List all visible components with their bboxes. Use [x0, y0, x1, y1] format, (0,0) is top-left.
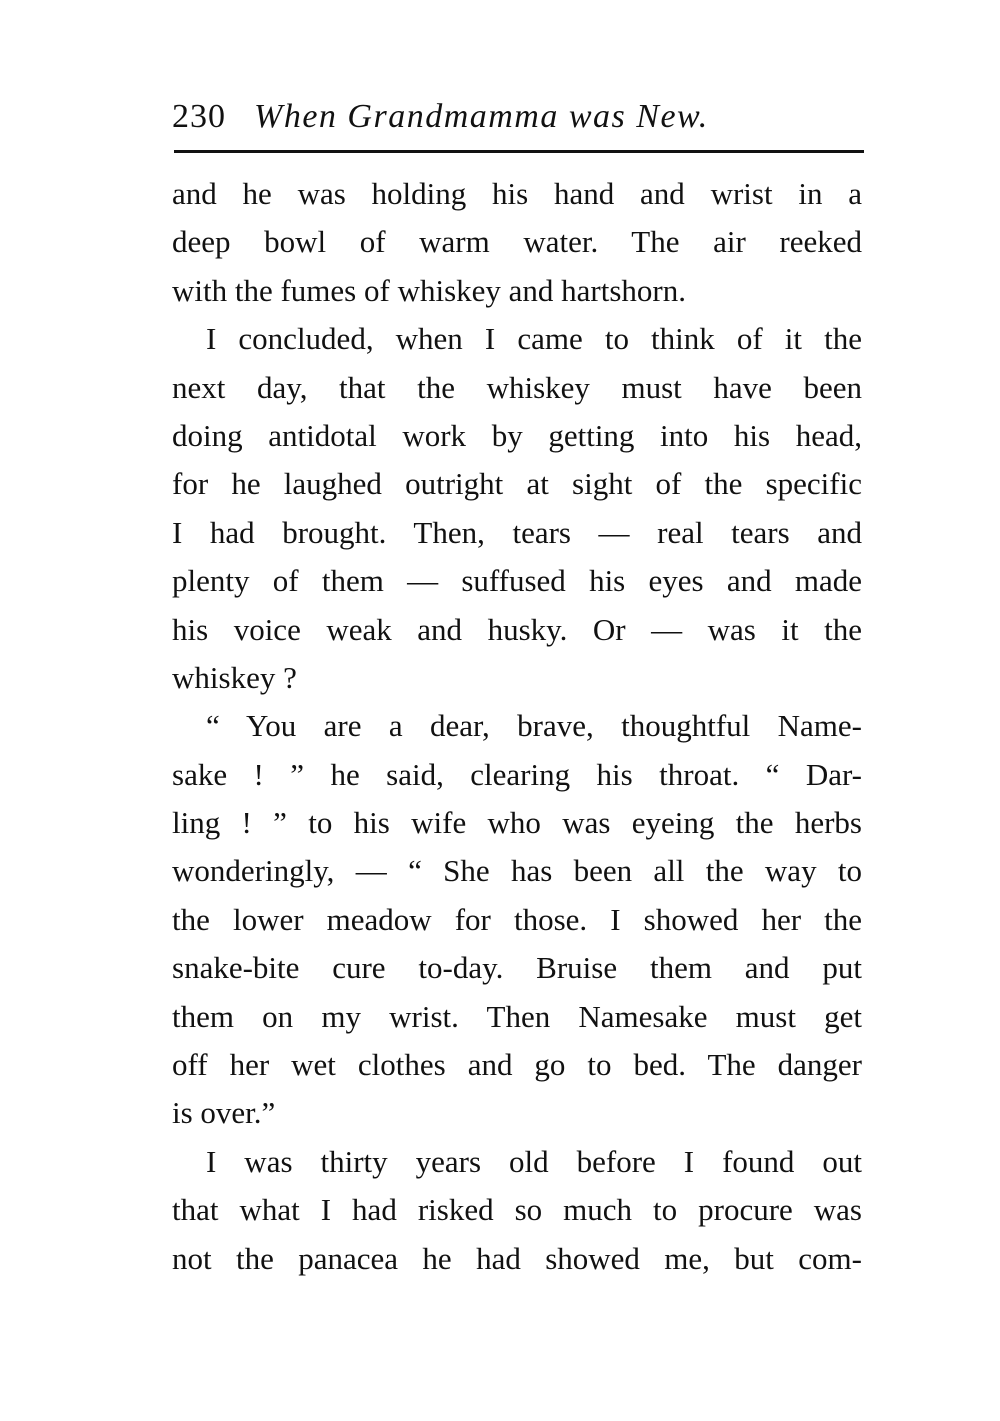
page-number: 230 [172, 98, 226, 135]
text-line: off her wet clothes and go to bed. The danger [172, 1047, 862, 1083]
text-line: ling ! ” to his wife who was eyeing the herbs [172, 805, 862, 841]
text-line: them on my wrist. Then Namesake must get [172, 998, 862, 1034]
text-line: not the panacea he had showed me, but com- [172, 1240, 862, 1276]
text-line: I was thirty years old before I found out [206, 1143, 862, 1179]
text-line: I concluded, when I came to think of it the [206, 321, 862, 357]
text-line: whiskey ? [172, 659, 297, 695]
text-line: and he was holding his hand and wrist in a [172, 176, 862, 211]
running-head [172, 92, 862, 142]
running-title: When Grandmamma was New. [254, 98, 709, 135]
text-line: wonderingly, — “ She has been all the way to [172, 853, 862, 889]
text-line: next day, that the whiskey must have been [172, 369, 862, 405]
text-line: doing antidotal work by getting into his head, [172, 417, 862, 453]
text-line: the lower meadow for those. I showed her the [172, 901, 862, 937]
body-text [172, 170, 862, 1283]
header-rule [174, 150, 864, 153]
text-line: that what I had risked so much to procure was [172, 1192, 862, 1228]
text-line: plenty of them — suffused his eyes and made [172, 563, 862, 599]
text-line: his voice weak and husky. Or — was it the [172, 611, 862, 647]
text-line: snake-bite cure to-day. Bruise them and put [172, 950, 862, 986]
text-line: is over.” [172, 1095, 276, 1131]
text-line: I had brought. Then, tears — real tears and [172, 514, 862, 550]
text-line: deep bowl of warm water. The air reeked [172, 224, 862, 260]
text-line: with the fumes of whiskey and hartshorn. [172, 272, 686, 308]
text-line: for he laughed outright at sight of the specific [172, 466, 862, 502]
text-line: sake ! ” he said, clearing his throat. “ Dar- [172, 756, 862, 792]
text-line: “ You are a dear, brave, thoughtful Name- [206, 708, 862, 744]
